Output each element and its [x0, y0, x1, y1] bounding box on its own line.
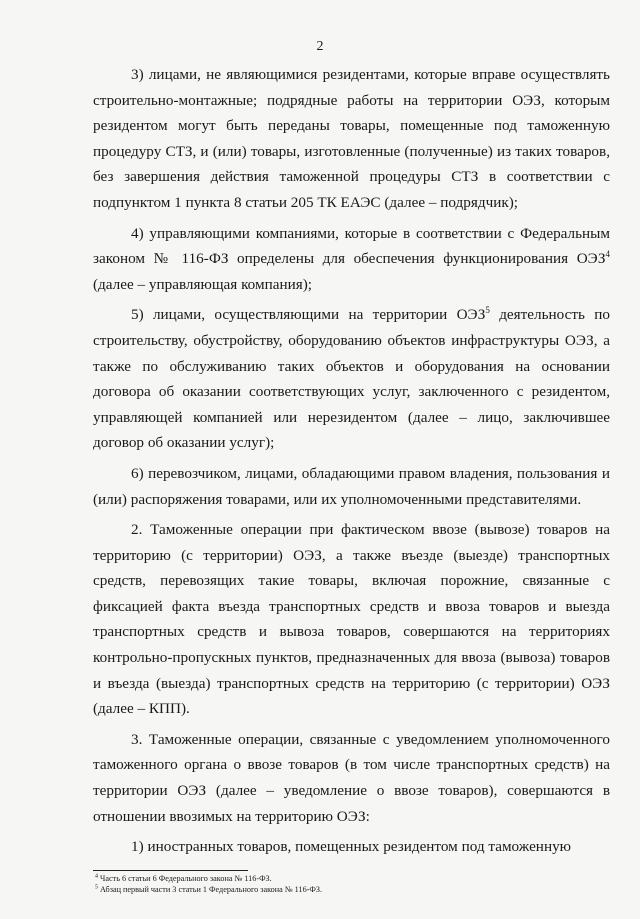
- footnotes: [95, 873, 595, 895]
- footnote-ref-4: 4: [605, 249, 610, 260]
- section-3-item-1: 1) иностранных товаров, помещенных резидентом под таможенную: [131, 838, 572, 856]
- paragraph-item-4-text: 4) управляющими компаниями, которые в соответствии с Федеральным законом № 116-ФЗ определены для обеспечения функционирования ОЭЗ: [93, 224, 610, 268]
- document-body: [93, 62, 610, 865]
- page-number: 2: [316, 39, 324, 54]
- paragraph-item-3: 3) лицами, не являющимися резидентами, которые вправе осуществлять строительно-монтажные; подрядные работы на территории ОЭЗ, которым резидентом могут быть переданы товары, помещенные под таможенную процедуру СТЗ, и (или) товары, изготовленные (полученные) из таких товаров, без завершения действия таможенной процедуры СТЗ в соответствии с подпунктом 1 пункта 8 статьи 205 ТК ЕАЭС (далее – подрядчик);: [93, 66, 610, 211]
- paragraph-item-4: [93, 221, 610, 298]
- paragraph-item-5: [93, 302, 610, 456]
- section-2: 2. Таможенные операции при фактическом ввозе (вывозе) товаров на территорию (с территории) ОЭЗ, а также въезде (выезде) транспортных средств, перевозящих такие товары, включая порожние, связанные с фиксацией факта въезда транспортных средств и ввоза товаров и выезда транспортных средств и вывоза товаров, совершаются на территориях контрольно-пропускных пунктов, предназначенных для ввоза (вывоза) товаров и въезда (выезда) транспортных средств на территорию (с территории) ОЭЗ (далее – КПП).: [93, 521, 610, 718]
- footnote-mark: 5: [95, 884, 98, 891]
- footnote-separator: [93, 870, 248, 871]
- footnote-text: Часть 6 статьи 6 Федерального закона № 116-ФЗ.: [98, 874, 272, 883]
- footnote-ref-5: 5: [485, 305, 490, 316]
- paragraph-item-5-tail: деятельность по строительству, обустройству, оборудованию объектов инфраструктуры ОЭЗ, а также по обслуживанию таких объектов и оборудования на основании договора об оказании соответствующих услуг, заключенного с резидентом, управляющей компанией или нерезидентом (далее – лицо, заключившее договор об оказании услуг);: [93, 306, 610, 452]
- paragraph-item-5-text: 5) лицами, осуществляющими на территории ОЭЗ: [131, 306, 486, 324]
- footnote-5: [95, 884, 595, 895]
- footnote-mark: 4: [95, 873, 98, 880]
- footnote-text: Абзац первый части 3 статьи 1 Федерального закона № 116-ФЗ.: [98, 885, 323, 894]
- section-3: 3. Таможенные операции, связанные с уведомлением уполномоченного таможенного органа о ввозе товаров (в том числе транспортных средств) на территории ОЭЗ (далее – уведомление о ввозе товаров), совершаются в отношении ввозимых на территорию ОЭЗ:: [93, 730, 610, 825]
- paragraph-item-4-tail: (далее – управляющая компания);: [93, 275, 312, 293]
- footnote-4: [95, 873, 595, 884]
- paragraph-item-6: 6) перевозчиком, лицами, обладающими правом владения, пользования и (или) распоряжения товарами, или их уполномоченными представителями.: [93, 464, 610, 508]
